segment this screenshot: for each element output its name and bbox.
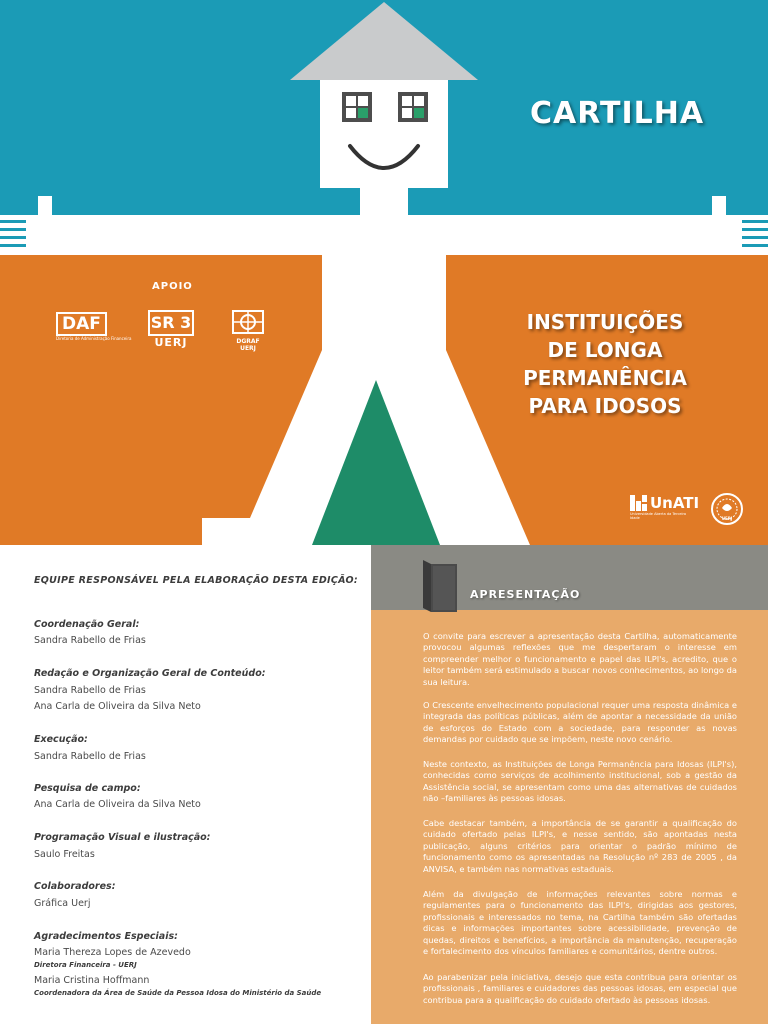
team-member-name: Gráfica Uerj (34, 898, 91, 909)
presentation-paragraph: O convite para escrever a apresentação desta Cartilha, automaticamente provocou algumas reflexões que me despertaram o interesse em compreender melhor o funcionamento e papel das ILPI's, acredito, que o leitor também será estimulado a buscar novos conhecimentos, ao longo da sua leitura. (423, 631, 737, 687)
team-section-label: Colaboradores: (34, 881, 116, 892)
dgraf-caption: UERJ (240, 345, 256, 352)
dgraf-mark-icon (232, 310, 264, 334)
team-member-name: Maria Cristina Hoffmann (34, 975, 150, 986)
unati-logo-text: UnATI (650, 494, 700, 512)
daf-logo (56, 312, 131, 341)
uerj-seal-logo (710, 492, 744, 526)
team-member-name: Maria Thereza Lopes de Azevedo (34, 947, 191, 958)
door-icon (423, 560, 459, 612)
uerj-seal-text: UERJ (721, 516, 733, 521)
team-section-label: Pesquisa de campo: (34, 783, 141, 794)
window-left (342, 92, 372, 122)
sr3-logo (148, 310, 194, 349)
dgraf-logo-text: DGRAF (236, 338, 260, 345)
team-heading: EQUIPE RESPONSÁVEL PELA ELABORAÇÃO DESTA EDIÇÃO: (34, 575, 358, 586)
team-member-name: Ana Carla de Oliveira da Silva Neto (34, 701, 201, 712)
team-member-name: Sandra Rabello de Frias (34, 685, 146, 696)
presentation-paragraph: Além da divulgação de informações relevantes sobre normas e regulamentes para o funcionamento das ILPI's, dirigidas aos gestores, profissionais e interessados no tema, na Cartilha também são ofertadas dicas e informações importantes sobre acessibilidade, prevenção de quedas, direitos e benefícios, a importância da manutenção, recuperação e fortalecimento dos vínculos familiares e comunitários, dentre outros. (423, 889, 737, 957)
subtitle-line: PERMANÊNCIA (523, 366, 687, 390)
presentation-paragraph: Neste contexto, as Instituições de Longa Permanência para Idosas (ILPI's), conhecidas como serviços de acolhimento institucional, sob a gestão da Assistência social, se apresentam como uma das alternativas de cuidados não –familiares às pessoas idosas. (423, 759, 737, 804)
team-section-label: Redação e Organização Geral de Conteúdo: (34, 668, 266, 679)
team-section-label: Programação Visual e ilustração: (34, 832, 211, 843)
team-section-label: Agradecimentos Especiais: (34, 931, 178, 942)
team-member-name: Sandra Rabello de Frias (34, 635, 146, 646)
cover-subtitle (500, 308, 710, 420)
window-right (398, 92, 428, 122)
dgraf-logo (231, 310, 265, 352)
presentation-paragraph: Ao parabenizar pela iniciativa, desejo que esta contribua para orientar os profissionais , familiares e cuidadores das pessoas idosas, em especial que contribua para a qualificação do cuidado ofertado às pessoas idosas. (423, 972, 737, 1005)
daf-logo-text: DAF (56, 312, 107, 336)
apoio-label: APOIO (152, 281, 193, 292)
team-member-name: Ana Carla de Oliveira da Silva Neto (34, 799, 201, 810)
team-member-name: Saulo Freitas (34, 849, 95, 860)
team-member-name: Sandra Rabello de Frias (34, 751, 146, 762)
subtitle-line: PARA IDOSOS (528, 394, 682, 418)
team-section-label: Execução: (34, 734, 88, 745)
unati-logo (630, 494, 699, 520)
presentation-paragraph: Cabe destacar também, a importância de se garantir a qualificação do cuidado ofertado pelas ILPI's, e nesse sentido, são apontadas nesta publicação, alguns critérios para orientar o padrão mínimo de funcionamento como os apresentadas na Resolução nº 283 de 2005 , da ANVISA, e também nas normativas estaduais. (423, 818, 737, 874)
team-member-role: Coordenadora da Área de Saúde da Pessoa Idosa do Ministério da Saúde (34, 989, 322, 997)
subtitle-line: INSTITUIÇÕES (526, 310, 684, 334)
sr3-caption: UERJ (154, 336, 188, 349)
sr3-logo-text: SR 3 (148, 310, 194, 336)
unati-caption: Universidade Aberta da Terceira Idade (630, 512, 687, 520)
presentation-paragraph: O Crescente envelhecimento populacional requer uma resposta dinâmica e integrada das políticas públicas, além de apontar a necessidade da união de esforços do Estado com a sociedade, para responder as novas demandas por cuidado que se impõem, neste novo cenário. (423, 700, 737, 745)
subtitle-line: DE LONGA (547, 338, 663, 362)
presentation-title: APRESENTAÇÃO (470, 588, 581, 601)
unati-mark-icon (630, 495, 648, 511)
daf-caption: Diretoria de Administração Financeira (56, 336, 132, 341)
team-section-label: Coordenação Geral: (34, 619, 140, 630)
cover-title: CARTILHA (530, 96, 705, 131)
team-member-role: Diretora Financeira - UERJ (34, 961, 137, 969)
